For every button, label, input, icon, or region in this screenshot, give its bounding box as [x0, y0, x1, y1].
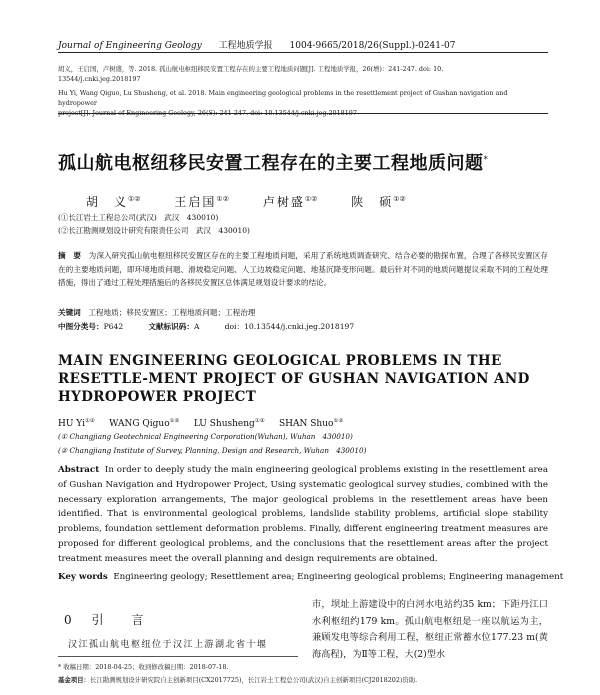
citation-cn-line-1: 胡义，王启国，卢树盛，等. 2018. 孤山航电枢纽移民安置工程存在的主要工程地质问题[J]. 工程地质学报，26(增)：241-247. doi: 10.: [58, 65, 444, 73]
citation-cn: [58, 64, 546, 84]
author-en: HU Yi①②: [58, 418, 95, 429]
doc-code-label: 文献标识码：: [148, 322, 194, 331]
authors-en: [58, 418, 343, 429]
author-en: SHAN Shuo①②: [279, 418, 344, 429]
author-cn: 陕 硕①②: [351, 195, 406, 209]
author-cn: 胡 义①②: [86, 195, 141, 209]
citation-en-line-1: Hu Yi, Wang Qiguo, Lu Shusheng, et al. 2018. Main engineering geological problems in the resettlement project of Gushan navigation and hydropower: [58, 89, 508, 107]
footnote-funding-label: 基金项目：: [58, 676, 90, 684]
abstract-en-text: In order to deeply study the main engineering geological problems existing in the resettlement area of Gushan Navigation and Hydropower Project, Using systematic geological survey studies, combined with the necessary exploration arrangements, The major geological problems in the resettlement areas have been identified. That is environmental geological problems, landslide stability problems, artificial slope stability problems, foundation settlement deformation problems. Finally, different engineering treatment measures are proposed for different geological problems, and the conclusions that the resettlement areas after the project treatment measures meet the overall planning and design requirements are obtained.: [58, 465, 548, 564]
footnote-received-label: * 收稿日期：: [58, 663, 96, 671]
title-footnote-mark: *: [483, 155, 489, 165]
abstract-en: [58, 463, 548, 567]
section-number: 0: [64, 613, 80, 627]
author-en: LU Shusheng①②: [193, 418, 265, 429]
body-left-column: 汉江孤山航电枢纽位于汉江上游湖北省十堰: [68, 640, 268, 650]
footnote-rule: [58, 656, 298, 657]
doi-value: 10.13544/j.cnki.jeg.2018197: [244, 322, 355, 331]
affiliation-en-1: (① Changjiang Geotechnical Engineering Corporation(Wuhan), Wuhan 430010): [58, 432, 353, 441]
title-en: MAIN ENGINEERING GEOLOGICAL PROBLEMS IN THE RESETTLE-MENT PROJECT OF GUSHAN NAVIGATION AND HYDROPOWER PROJECT: [58, 353, 530, 405]
footnote-funding-text: 长江勘测规划设计研究院自主创新项目(CX2017725)，长江岩土工程总公司(武汉)自主创新项目(CJ2018202)资助.: [89, 676, 418, 684]
running-header: [58, 38, 470, 51]
author-cn: 王启国①②: [174, 195, 229, 209]
abstract-en-label: Abstract: [58, 465, 100, 475]
body-right-column: 市，坝址上游建设中的白河水电站约35 km；下距丹江口水利枢纽约179 km。孤山航电枢纽是一座以航运为主，兼顾发电等综合利用工程，枢纽正常蓄水位177.23 m(黄海高程)，为Ⅱ等工程，大(2)型水: [312, 599, 548, 660]
author-cn: 卢树盛①②: [262, 195, 318, 209]
author-en: WANG Qiguo①②: [109, 418, 180, 429]
title-cn-text: 孤山航电枢纽移民安置工程存在的主要工程地质问题: [58, 153, 484, 174]
keywords-cn: [58, 307, 255, 318]
keywords-en: [58, 572, 563, 582]
journal-name: Journal of Engineering Geology: [58, 41, 202, 51]
keywords-en-label: Key words: [58, 572, 108, 582]
abstract-cn: [58, 249, 548, 290]
title-cn: [58, 149, 489, 175]
classification-line: [58, 321, 354, 332]
keywords-cn-label: 关键词: [58, 308, 81, 317]
citation-en-line-2: project[J]. Journal of Engineering Geology, 26(S): 241-247. doi: 10.13544/j.cnki.jeg.2018197: [58, 109, 357, 117]
section-heading: [64, 611, 151, 628]
abstract-cn-text: 为深入研究孤山航电枢纽移民安置区存在的主要工程地质问题，采用了系统地质调查研究、结合必要的勘探布置，合理了各移民安置区存在的主要地质问题，即环境地质问题、滑坡稳定问题、人工边坡稳定问题、地基沉降变形问题。最后针对不同的地质问题提议采取不同的工程处理措施，得出了通过工程处理措施后的各移民安置区总体满足规划设计要求的结论。: [58, 251, 549, 287]
footnote-received-text: 2018-04-25；收到修改稿日期：2018-07-18.: [95, 663, 229, 671]
authors-cn: [86, 193, 406, 210]
keywords-en-text: Engineering geology; Resettlement area; Engineering geological problems; Engineering management: [113, 572, 564, 582]
header-rule: [58, 52, 548, 53]
clc-value: P642: [103, 322, 124, 331]
section-title: 引 言: [91, 613, 152, 627]
doc-code-value: A: [193, 322, 200, 331]
citation-rule: [58, 113, 548, 114]
journal-code: 1004-9665/2018/26(Suppl.)-0241-07: [289, 41, 456, 51]
affiliation-cn-1: (①长江岩土工程总公司(武汉) 武汉 430010): [58, 213, 219, 222]
clc-label: 中图分类号：: [58, 322, 104, 331]
affiliation-cn-2: (②长江勘测规划设计研究有限责任公司 武汉 430010): [58, 226, 250, 235]
doi-label: doi：: [224, 322, 245, 331]
abstract-cn-label: 摘 要: [58, 251, 81, 260]
footnote-funding: [58, 675, 417, 684]
affiliation-en-2: (② Changjiang Institute of Survey, Planning, Design and Research, Wuhan 430010): [58, 446, 367, 455]
citation-cn-line-2: 13544/j.cnki.jeg.2018197: [58, 75, 141, 83]
footnote-received: [58, 662, 228, 671]
keywords-cn-text: 工程地质；移民安置区；工程地质问题；工程治理: [88, 308, 256, 317]
journal-name-cn: 工程地质学报: [218, 41, 273, 51]
